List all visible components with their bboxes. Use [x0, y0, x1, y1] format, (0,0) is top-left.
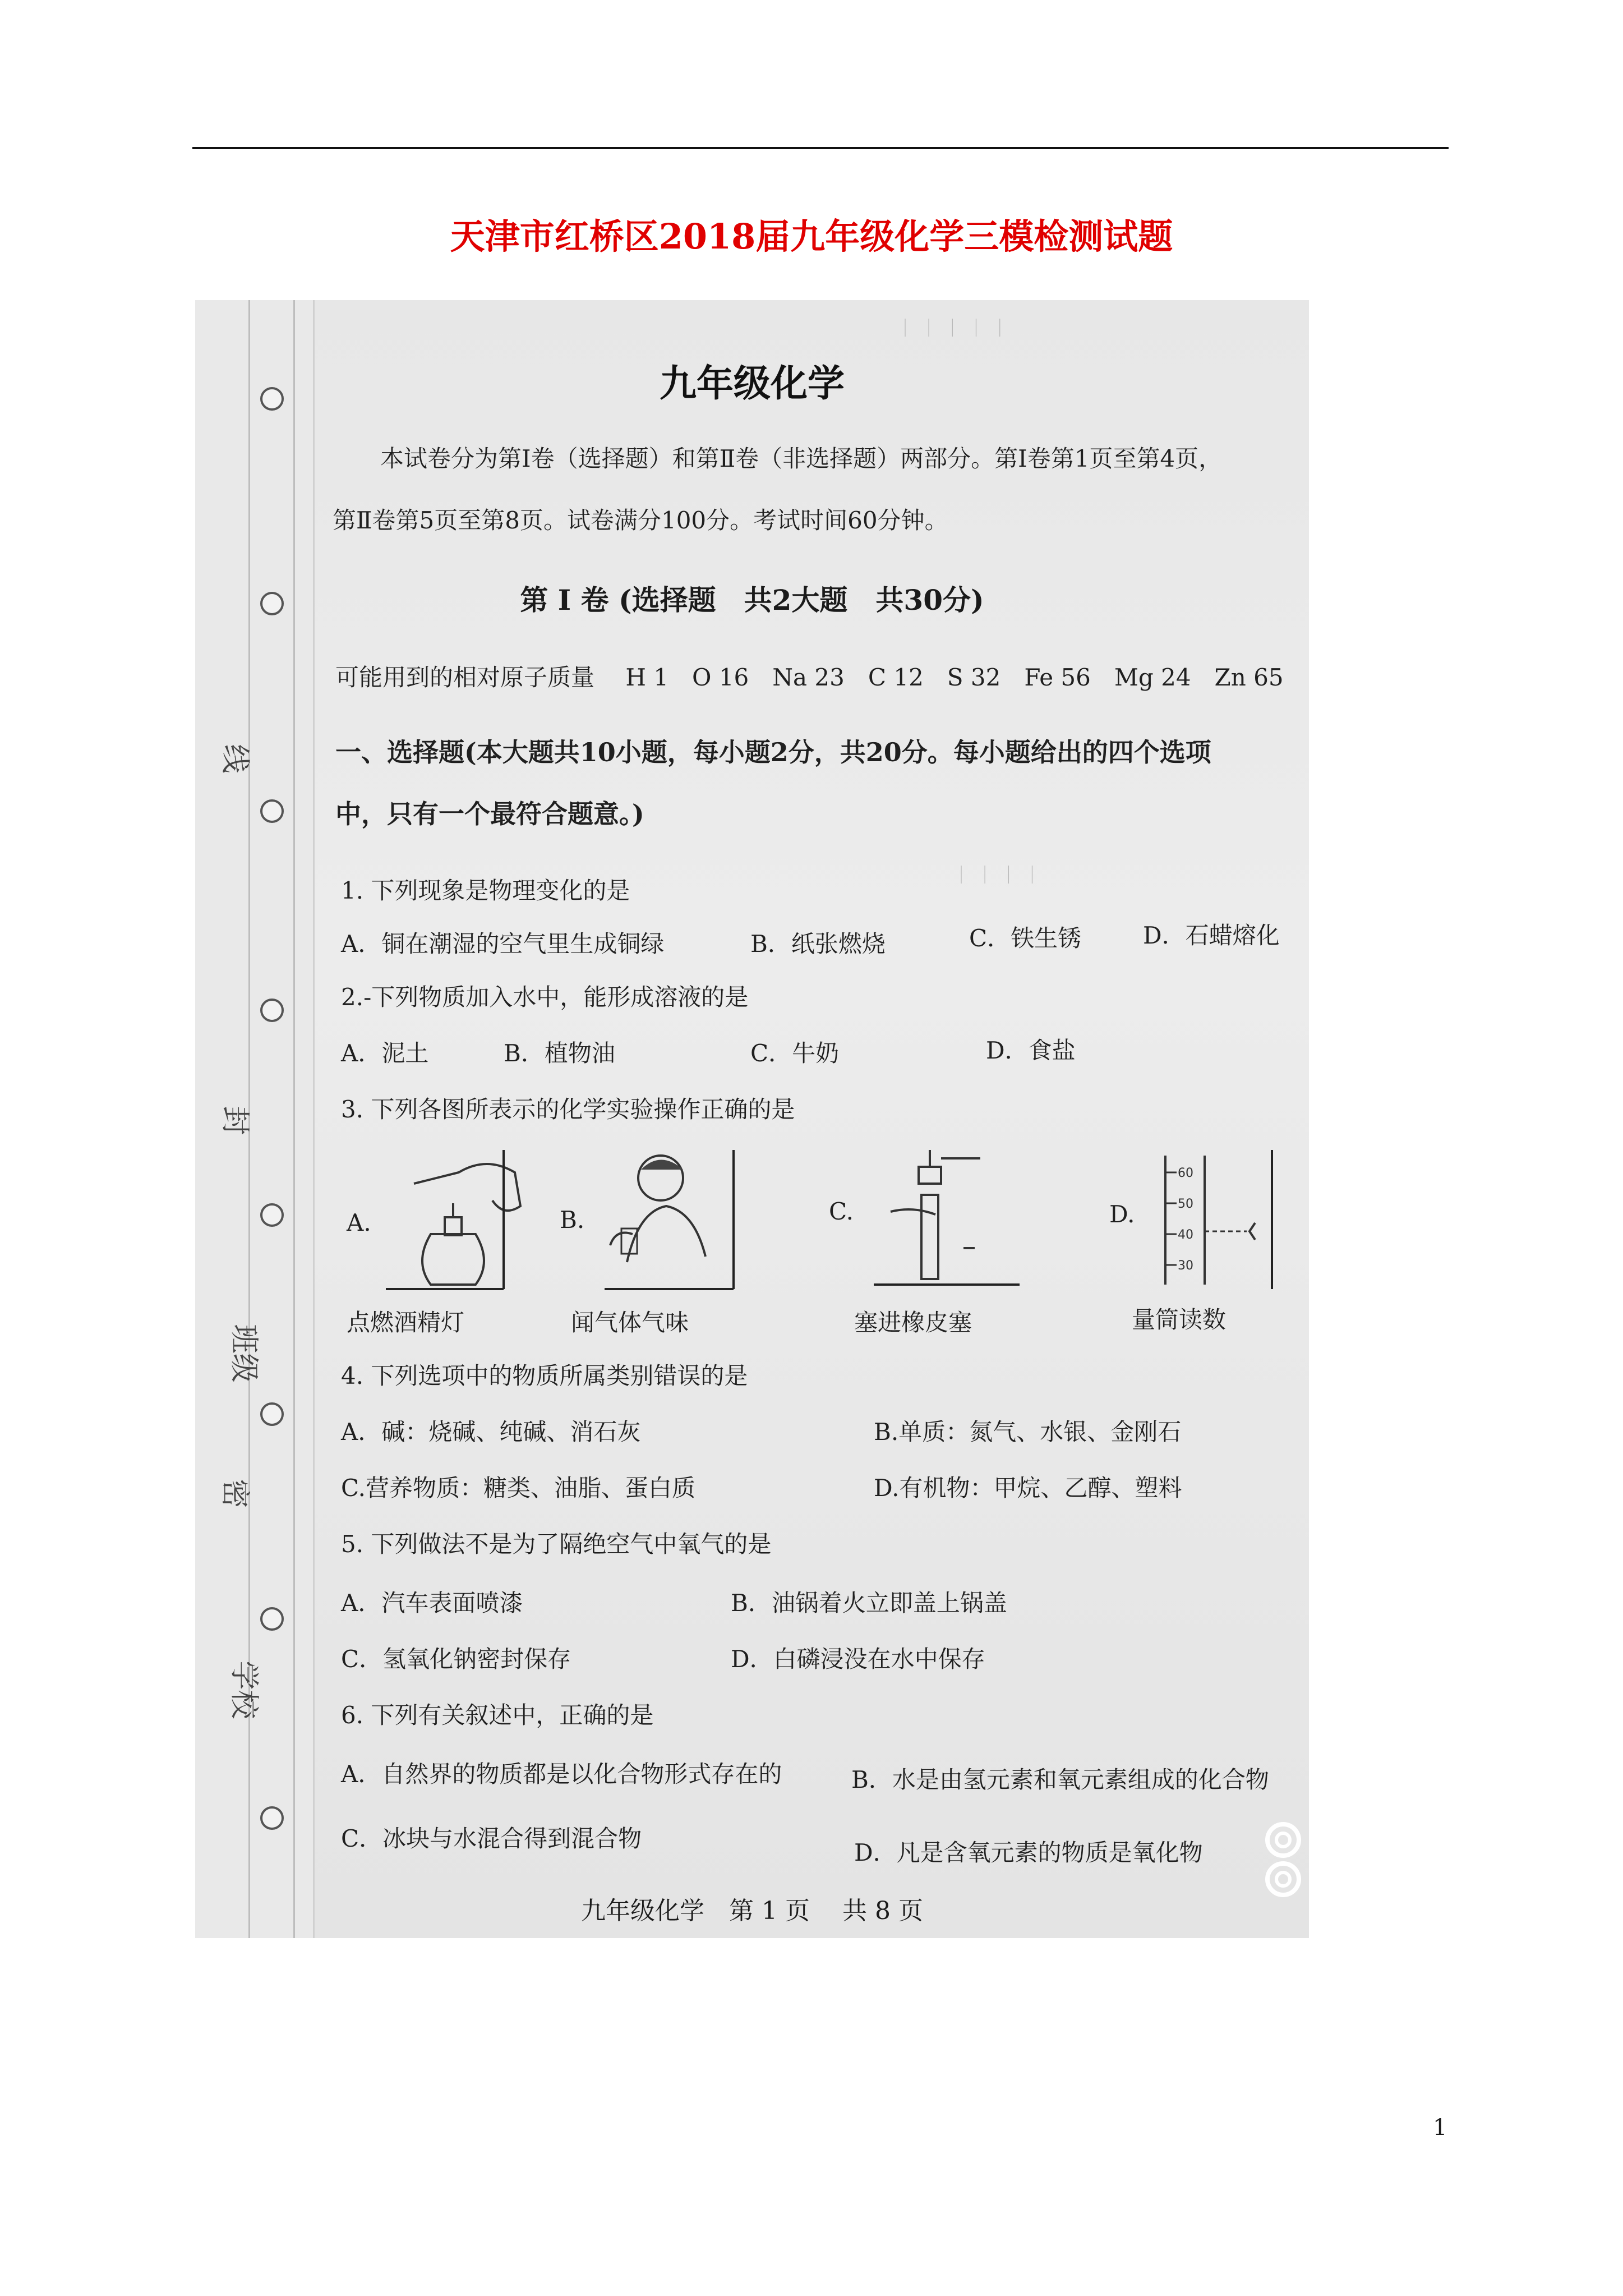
figure-letter: D.: [1109, 1200, 1135, 1228]
option: A．自然界的物质都是以化合物形式存在的: [341, 1760, 782, 1788]
graduated-cylinder-figure: [1143, 1150, 1278, 1290]
option: B．水是由氢元素和氧元素组成的化合物: [851, 1766, 1269, 1793]
punch-hole-icon: [260, 1607, 284, 1631]
figure-letter: A.: [347, 1209, 371, 1236]
section-heading: 第 Ⅰ 卷 (选择题 共2大题 共30分): [520, 583, 984, 616]
cylinder-mark: 50: [1178, 1197, 1193, 1211]
option: D．凡是含氧元素的物质是氧化物: [854, 1839, 1203, 1866]
figure-caption: 塞进橡皮塞: [854, 1309, 972, 1336]
figure-caption: 点燃酒精灯: [347, 1309, 465, 1336]
atomic-mass-line: 可能用到的相对原子质量 H 1 O 16 Na 23 C 12 S 32 Fe 56 Mg 24 Zn 65: [335, 664, 1284, 691]
figure-letter: C.: [829, 1198, 854, 1225]
option: B．纸张燃烧: [750, 930, 886, 958]
bleed-through-text: ｜ ｜ ｜ ｜ ｜: [896, 318, 1009, 339]
question-stem: 5. 下列做法不是为了隔绝空气中氧气的是: [341, 1530, 772, 1558]
binding-label: 学校: [227, 1660, 261, 1719]
page-number: 1: [1433, 2115, 1447, 2141]
cylinder-mark: 40: [1178, 1228, 1193, 1242]
cylinder-mark: 60: [1178, 1166, 1193, 1180]
option: D．食盐: [986, 1037, 1076, 1064]
part-heading: 中，只有一个最符合题意。): [335, 799, 644, 829]
intro-line: 第Ⅱ卷第5页至第8页。试卷满分100分。考试时间60分钟。: [333, 507, 948, 534]
question-stem: 3. 下列各图所表示的化学实验操作正确的是: [341, 1096, 795, 1123]
punch-hole-icon: [260, 1806, 284, 1830]
punch-hole-icon: [260, 1402, 284, 1426]
option: D.有机物：甲烷、乙醇、塑料: [874, 1474, 1182, 1502]
option: C．牛奶: [750, 1039, 840, 1067]
option: B．油锅着火立即盖上锅盖: [731, 1589, 1007, 1617]
punch-hole-icon: [260, 1203, 284, 1227]
figure-caption: 闻气体气味: [571, 1309, 689, 1336]
smell-gas-figure: [593, 1150, 750, 1290]
binding-label: 封: [218, 1106, 252, 1135]
rubber-stopper-figure: [868, 1150, 1025, 1290]
margin-line: [313, 300, 315, 1938]
question-stem: 4. 下列选项中的物质所属类别错误的是: [341, 1362, 748, 1389]
option: A．铜在潮湿的空气里生成铜绿: [341, 930, 665, 958]
alcohol-lamp-figure: [380, 1150, 537, 1290]
figure-letter: B.: [560, 1206, 585, 1234]
exam-page-photo: [195, 300, 1309, 1938]
bleed-through-text: ｜ ｜ ｜ ｜: [952, 864, 1041, 886]
option: A．汽车表面喷漆: [341, 1589, 523, 1617]
punch-hole-icon: [260, 799, 284, 823]
option: D．石蜡熔化: [1143, 922, 1280, 949]
option: A．碱：烧碱、纯碱、消石灰: [341, 1418, 641, 1446]
punch-hole-icon: [260, 999, 284, 1022]
cylinder-mark: 30: [1178, 1259, 1193, 1273]
question-stem: 1. 下列现象是物理变化的是: [341, 877, 630, 904]
question-stem: 2.-下列物质加入水中，能形成溶液的是: [341, 983, 749, 1011]
option: A．泥土: [341, 1039, 429, 1067]
paper-title: 九年级化学: [660, 361, 845, 405]
option: D．白磷浸没在水中保存: [731, 1645, 985, 1673]
option: C．冰块与水混合得到混合物: [341, 1825, 642, 1852]
option: B.单质：氮气、水银、金刚石: [874, 1418, 1182, 1446]
part-heading: 一、选择题(本大题共10小题，每小题2分，共20分。每小题给出的四个选项: [335, 737, 1211, 767]
binding-label: 线: [218, 744, 252, 774]
header-rule: [192, 147, 1449, 149]
document-title: 天津市红桥区2018届九年级化学三模检测试题: [450, 216, 1173, 257]
option: C．氢氧化钠密封保存: [341, 1645, 571, 1673]
option: B．植物油: [504, 1039, 615, 1067]
question-stem: 6. 下列有关叙述中，正确的是: [341, 1701, 654, 1729]
margin-line: [293, 300, 295, 1938]
binding-label: 班级: [227, 1324, 261, 1383]
binding-label: 密: [218, 1479, 252, 1508]
option: C．铁生锈: [969, 924, 1082, 952]
paper-footer: 九年级化学 第 1 页 共 8 页: [581, 1897, 923, 1925]
figure-caption: 量筒读数: [1132, 1306, 1227, 1333]
option: C.营养物质：糖类、油脂、蛋白质: [341, 1474, 695, 1502]
intro-line: 本试卷分为第Ⅰ卷（选择题）和第Ⅱ卷（非选择题）两部分。第Ⅰ卷第1页至第4页，: [380, 445, 1223, 472]
